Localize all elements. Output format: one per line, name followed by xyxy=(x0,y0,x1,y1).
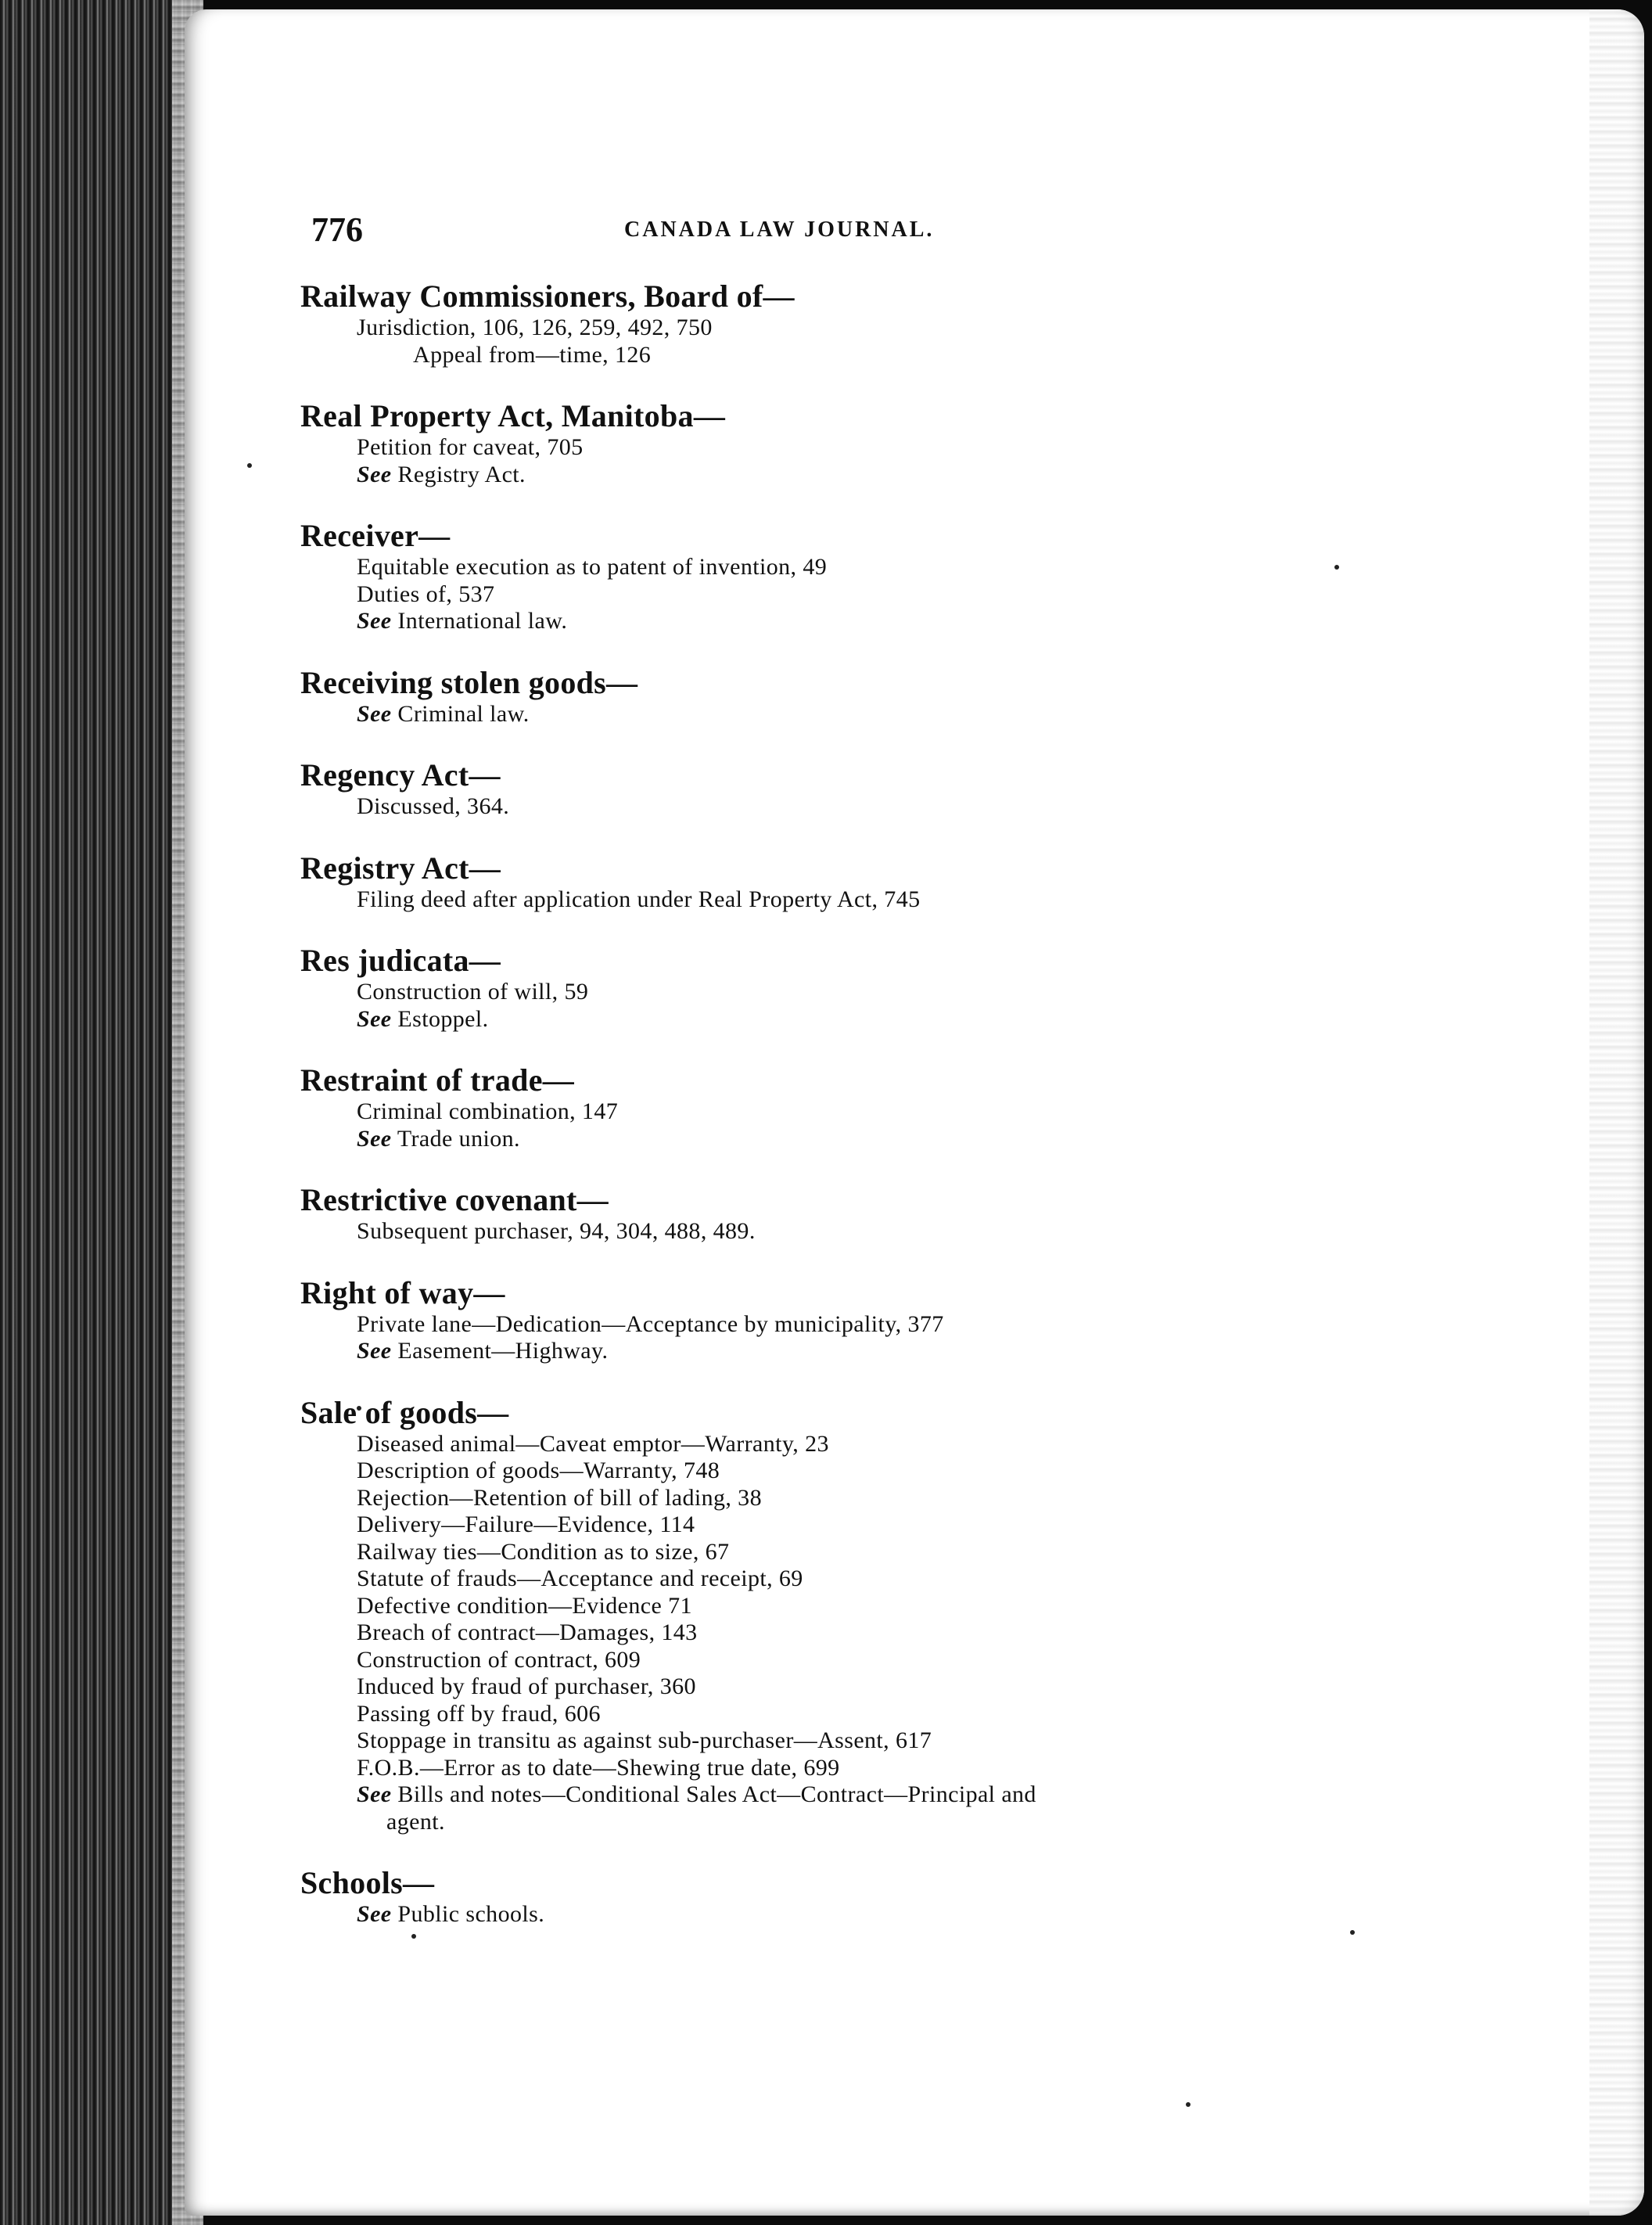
entry-heading: Restraint of trade— xyxy=(300,1062,575,1098)
see-target: International law. xyxy=(397,608,568,634)
entry-line: Discussed, 364. xyxy=(357,793,510,819)
entry-line: Diseased animal—Caveat emptor—Warranty, 23 xyxy=(357,1430,829,1457)
see-target: Easement—Highway. xyxy=(397,1338,609,1364)
see-reference xyxy=(300,701,1442,728)
see-label: See xyxy=(357,1901,392,1927)
see-target: Public schools. xyxy=(397,1901,545,1927)
entry-heading: Railway Commissioners, Board of— xyxy=(300,279,795,314)
index-entries xyxy=(300,279,1442,1958)
entry-heading: Schools— xyxy=(300,1865,435,1900)
entry-heading: Real Property Act, Manitoba— xyxy=(300,398,726,433)
entry-line: Delivery—Failure—Evidence, 114 xyxy=(357,1511,695,1537)
see-continuation: agent. xyxy=(386,1808,445,1835)
index-entry xyxy=(300,1275,1442,1365)
see-target: Registry Act. xyxy=(397,461,526,487)
entry-line: Stoppage in transitu as against sub-purchaser—Assent, 617 xyxy=(357,1727,932,1753)
entry-line: Rejection—Retention of bill of lading, 38 xyxy=(357,1484,762,1511)
book-page-edges xyxy=(0,0,203,2225)
entry-heading: Sale of goods— xyxy=(300,1394,509,1430)
see-label: See xyxy=(357,608,392,634)
index-entry xyxy=(300,1062,1442,1152)
index-entry xyxy=(300,1865,1442,1928)
see-reference xyxy=(300,1006,1442,1033)
index-entry xyxy=(300,943,1442,1033)
entry-line: Petition for caveat, 705 xyxy=(357,434,584,460)
see-reference xyxy=(300,1126,1442,1153)
entry-heading: Registry Act— xyxy=(300,850,501,886)
index-entry xyxy=(300,518,1442,635)
entry-line: Construction of contract, 609 xyxy=(357,1646,641,1673)
page-number: 776 xyxy=(311,210,363,249)
see-label: See xyxy=(357,1781,392,1807)
ink-speck xyxy=(1186,2102,1191,2107)
see-reference xyxy=(300,1338,1442,1365)
see-reference xyxy=(300,1781,1442,1809)
index-entry xyxy=(300,1182,1442,1245)
entry-line: Appeal from—time, 126 xyxy=(413,341,652,368)
entry-line: Induced by fraud of purchaser, 360 xyxy=(357,1673,696,1699)
entry-line: Duties of, 537 xyxy=(357,581,495,607)
index-entry xyxy=(300,398,1442,488)
entry-line: Description of goods—Warranty, 748 xyxy=(357,1458,720,1483)
see-label: See xyxy=(357,1005,392,1032)
see-target: Bills and notes—Conditional Sales Act—Contract—Principal and xyxy=(397,1781,1036,1807)
index-entry xyxy=(300,1395,1442,1836)
see-target: Estoppel. xyxy=(397,1005,489,1032)
see-target: Trade union. xyxy=(397,1125,520,1152)
entry-line: Railway ties—Condition as to size, 67 xyxy=(357,1538,730,1565)
index-entry xyxy=(300,850,1442,914)
entry-heading: Regency Act— xyxy=(300,757,501,793)
entry-line: Private lane—Dedication—Acceptance by municipality, 377 xyxy=(357,1310,944,1337)
entry-line: Passing off by fraud, 606 xyxy=(357,1700,601,1727)
index-entry xyxy=(300,279,1442,368)
see-label: See xyxy=(357,700,392,727)
entry-line: Construction of will, 59 xyxy=(357,979,589,1005)
entry-heading: Receiver— xyxy=(300,518,451,553)
entry-line: Statute of frauds—Acceptance and receipt, 69 xyxy=(357,1565,803,1591)
see-target: Criminal law. xyxy=(397,700,530,727)
entry-line: Jurisdiction, 106, 126, 259, 492, 750 xyxy=(357,315,713,340)
see-label: See xyxy=(357,1125,392,1152)
entry-line: Filing deed after application under Real Property Act, 745 xyxy=(357,886,921,912)
index-entry xyxy=(300,665,1442,728)
see-label: See xyxy=(357,461,392,487)
journal-title: CANADA LAW JOURNAL. xyxy=(624,217,935,242)
entry-heading: Res judicata— xyxy=(300,943,501,978)
entry-heading: Restrictive covenant— xyxy=(300,1182,609,1217)
see-reference xyxy=(300,608,1442,635)
see-label: See xyxy=(357,1338,392,1364)
running-head xyxy=(311,210,1172,257)
entry-line: F.O.B.—Error as to date—Shewing true date, 699 xyxy=(357,1754,840,1781)
see-reference xyxy=(300,1901,1442,1928)
entry-heading: Receiving stolen goods— xyxy=(300,664,638,700)
entry-heading: Right of way— xyxy=(300,1274,505,1310)
see-reference xyxy=(300,462,1442,489)
entry-line: Subsequent purchaser, 94, 304, 488, 489. xyxy=(357,1218,756,1244)
entry-line: Criminal combination, 147 xyxy=(357,1098,619,1124)
entry-line: Equitable execution as to patent of invention, 49 xyxy=(357,554,828,580)
ink-speck xyxy=(247,463,252,468)
entry-line: Breach of contract—Damages, 143 xyxy=(357,1619,698,1645)
index-entry xyxy=(300,757,1442,821)
entry-line: Defective condition—Evidence 71 xyxy=(357,1592,692,1619)
